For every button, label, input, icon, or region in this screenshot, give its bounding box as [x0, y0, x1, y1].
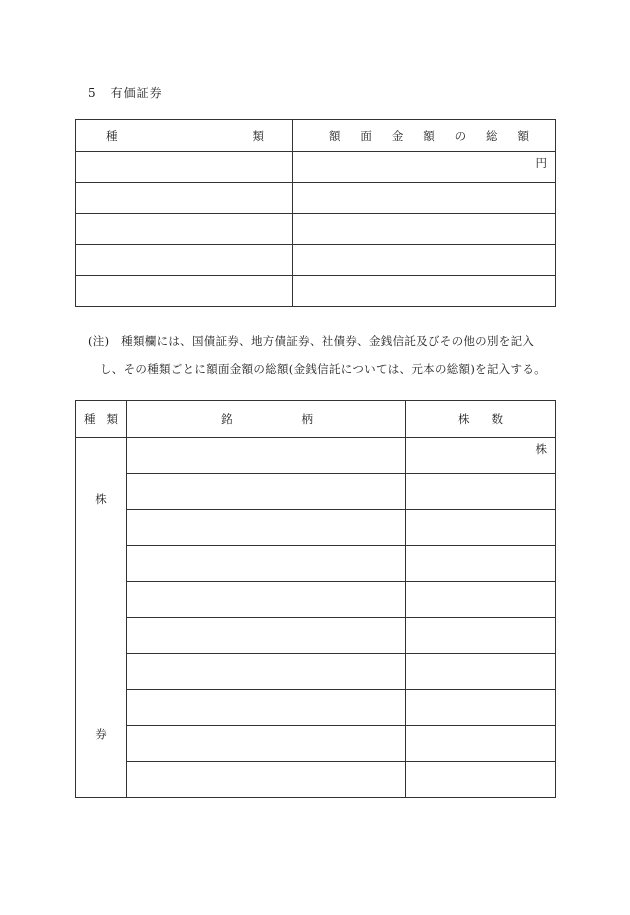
table-row — [76, 152, 556, 183]
share-count-cell[interactable] — [406, 726, 556, 762]
securities-table — [75, 119, 556, 307]
kind-header-char: 類 — [106, 412, 118, 426]
share-count-cell[interactable] — [406, 438, 556, 474]
share-unit: 株 — [535, 442, 547, 456]
kind-label-cell — [76, 438, 127, 798]
section-title: 有価証券 — [110, 86, 163, 100]
type-cell[interactable] — [76, 183, 293, 214]
type-cell[interactable] — [76, 245, 293, 276]
type-header — [76, 120, 293, 152]
type-header-char: 類 — [252, 128, 264, 143]
face-value-header-char: の — [454, 128, 467, 143]
table-row — [76, 762, 556, 798]
kind-header-char: 種 — [84, 412, 96, 426]
amount-cell[interactable] — [293, 245, 556, 276]
stock-name-cell[interactable] — [127, 762, 406, 798]
face-value-header-char: 額 — [517, 128, 529, 143]
table-row — [76, 582, 556, 618]
table-row — [76, 654, 556, 690]
share-count-cell[interactable] — [406, 654, 556, 690]
table-row — [76, 726, 556, 762]
name-header-char: 柄 — [301, 412, 313, 426]
amount-cell[interactable] — [293, 183, 556, 214]
share-count-cell[interactable] — [406, 618, 556, 654]
type-cell[interactable] — [76, 276, 293, 307]
share-count-cell[interactable] — [406, 762, 556, 798]
table-row — [76, 474, 556, 510]
stock-name-cell[interactable] — [127, 474, 406, 510]
amount-cell[interactable] — [293, 214, 556, 245]
total-face-value-header — [293, 120, 556, 152]
kind-label-bottom: 券 — [95, 727, 107, 741]
stock-name-cell[interactable] — [127, 726, 406, 762]
face-value-header-char: 金 — [391, 128, 404, 143]
share-count-cell[interactable] — [406, 510, 556, 546]
section-heading — [88, 84, 163, 101]
share-count-cell[interactable] — [406, 474, 556, 510]
type-cell[interactable] — [76, 152, 293, 183]
face-value-header-char: 額 — [423, 128, 435, 143]
securities-table-header — [76, 120, 556, 152]
stock-name-cell[interactable] — [127, 618, 406, 654]
share-count-header-char: 数 — [491, 412, 503, 426]
share-count-header-char: 株 — [458, 412, 470, 426]
share-count-header — [406, 401, 556, 438]
note-line-1: (注) 種類欄には、国債証券、地方債証券、社債券、金銭信託及びその他の別を記入 — [88, 334, 535, 348]
table-row — [76, 546, 556, 582]
face-value-header-char: 額 — [329, 128, 341, 143]
face-value-header-char: 面 — [360, 128, 372, 143]
share-count-cell[interactable] — [406, 582, 556, 618]
stock-name-cell[interactable] — [127, 438, 406, 474]
face-value-header-char: 総 — [486, 128, 498, 143]
table-row — [76, 510, 556, 546]
stock-name-cell[interactable] — [127, 690, 406, 726]
table-row — [76, 618, 556, 654]
table-row — [76, 214, 556, 245]
kind-label-top: 株 — [95, 492, 107, 506]
stock-name-cell[interactable] — [127, 510, 406, 546]
share-count-cell[interactable] — [406, 546, 556, 582]
stock-table-header — [76, 401, 556, 438]
note-line-2: し、その種類ごとに額面金額の総額(金銭信託については、元本の総額)を記入する。 — [100, 362, 546, 376]
stock-name-cell[interactable] — [127, 582, 406, 618]
table-row — [76, 276, 556, 307]
yen-unit: 円 — [535, 156, 547, 170]
section-number: 5 — [88, 86, 97, 100]
type-cell[interactable] — [76, 214, 293, 245]
table-row — [76, 690, 556, 726]
amount-cell[interactable] — [293, 276, 556, 307]
name-header — [127, 401, 406, 438]
stock-table — [75, 400, 556, 798]
type-header-char: 種 — [106, 128, 118, 143]
stock-name-cell[interactable] — [127, 654, 406, 690]
name-header-char: 銘 — [221, 412, 233, 426]
table-row — [76, 183, 556, 214]
table-row — [76, 438, 556, 474]
amount-cell[interactable] — [293, 152, 556, 183]
stock-name-cell[interactable] — [127, 546, 406, 582]
share-count-cell[interactable] — [406, 690, 556, 726]
kind-header — [76, 401, 127, 438]
table-row — [76, 245, 556, 276]
